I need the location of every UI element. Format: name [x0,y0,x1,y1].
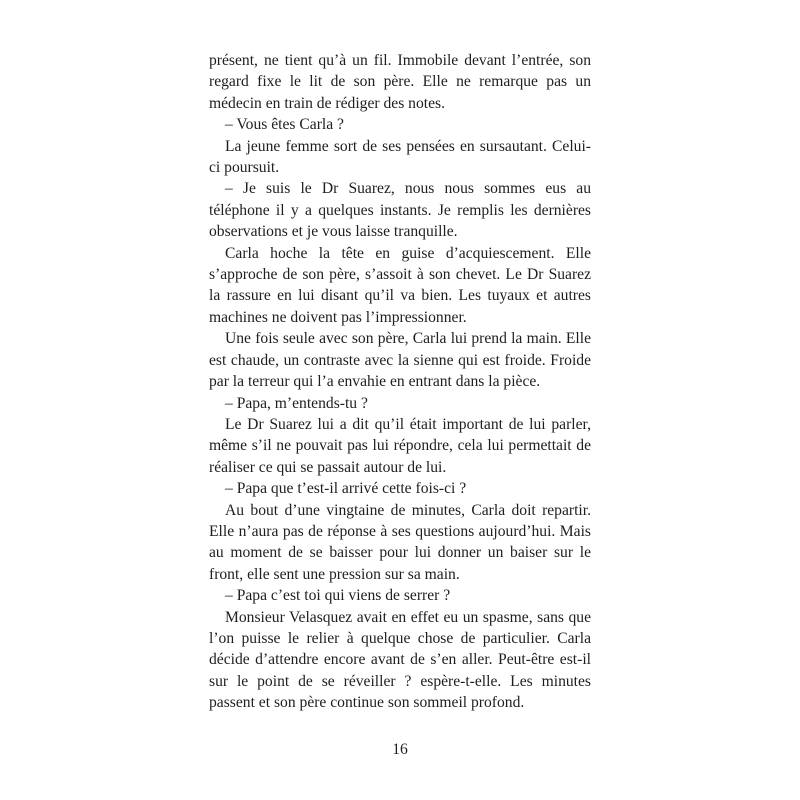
paragraph-continuation: présent, ne tient qu’à un fil. Immobile devant l’entrée, son regard fixe le lit de son père. Elle ne remarque pas un médecin en train de rédiger des notes. [209,52,591,112]
paragraph: Monsieur Velasquez avait en effet eu un spasme, sans que l’on puisse le relier à quelque chose de particulier. Carla décide d’attendre encore avant de s’en aller. Peut-être est-il sur le point de se réveiller ? espère-t-elle. Les minutes passent et son père continue son sommeil profond. [209,608,591,712]
dialogue-line: – Papa c’est toi qui viens de serrer ? [225,587,451,605]
page-number: 16 [392,741,408,758]
paragraph: Au bout d’une vingtaine de minutes, Carla doit repartir. Elle n’aura pas de réponse à ses questions aujourd’hui. Mais au moment de se baisser pour lui donner un baiser sur le front, elle sent une pression sur sa main. [209,501,591,583]
paragraph: La jeune femme sort de ses pensées en sursautant. Celui-ci poursuit. [209,137,591,177]
dialogue-line: – Papa, m’entends-tu ? [225,394,368,412]
paragraph: Le Dr Suarez lui a dit qu’il était important de lui parler, même s’il ne pouvait pas lui répondre, cela lui permettait de réaliser ce qui se passait autour de lui. [209,415,591,476]
dialogue-line: – Je suis le Dr Suarez, nous nous sommes eus au téléphone il y a quelques instants. Je remplis les dernières observations et je vous laisse tranquille. [209,180,591,241]
dialogue-line: – Vous êtes Carla ? [225,116,344,134]
paragraph: Une fois seule avec son père, Carla lui prend la main. Elle est chaude, un contraste avec la sienne qui est froide. Froide par la terreur qui l’a envahie en entrant dans la pièce. [209,330,591,391]
dialogue-line: – Papa que t’est-il arrivé cette fois-ci ? [225,480,467,498]
book-page-text [209,50,591,714]
paragraph: Carla hoche la tête en guise d’acquiescement. Elle s’approche de son père, s’assoit à son chevet. Le Dr Suarez la rassure en lui disant qu’il va bien. Les tuyaux et autres machines ne doivent pas l’impressionner. [209,244,591,326]
